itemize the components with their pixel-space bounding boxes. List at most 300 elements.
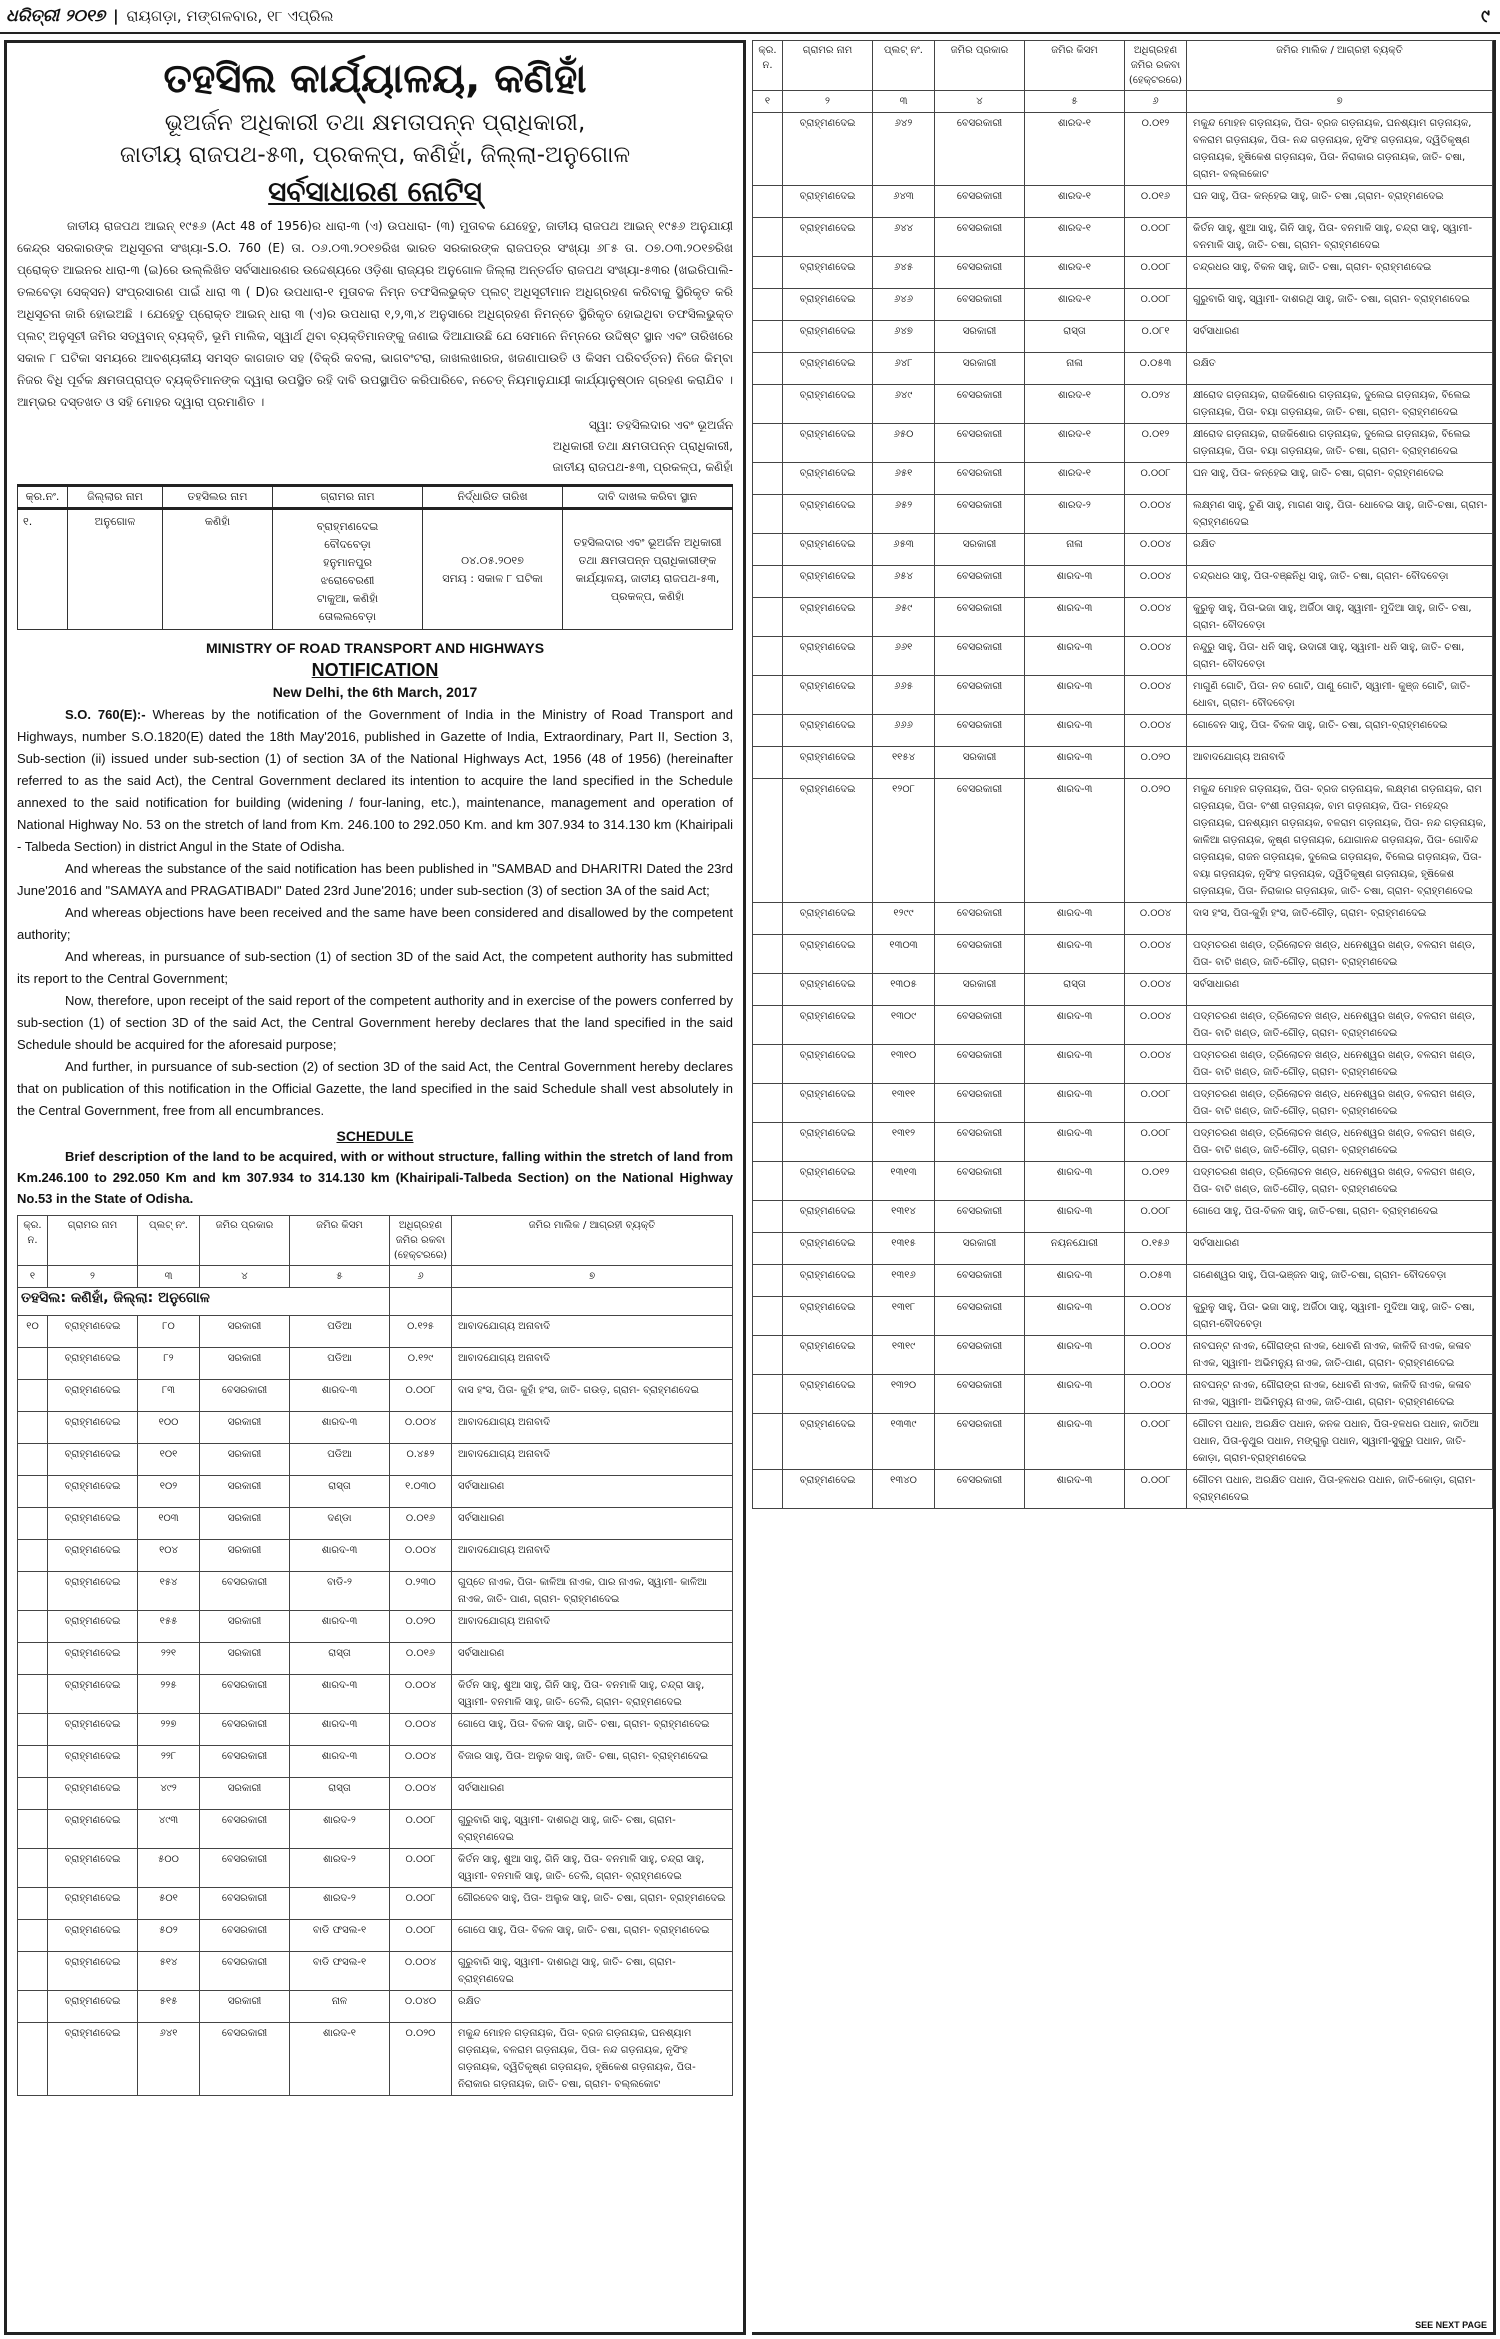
plot-number: ୧୦୨ <box>138 1476 200 1508</box>
land-class: ଶାରଦ-୩ <box>1025 1336 1125 1375</box>
serial: ୧୦ <box>18 1316 48 1348</box>
serial <box>753 637 783 676</box>
land-class: ଶାରଦ-୩ <box>1025 566 1125 598</box>
acquired-area: ୦.୦୦୪ <box>1125 1297 1187 1336</box>
land-type: ବେସରକାରୀ <box>935 186 1025 218</box>
table-row <box>18 1746 733 1778</box>
serial <box>753 257 783 289</box>
acquired-area: ୦.୦୨୦ <box>1125 779 1187 903</box>
land-type: ସରକାରୀ <box>200 1643 290 1675</box>
village-name: ବ୍ରାହ୍ମଣଦେଇ <box>48 1952 138 1991</box>
acquired-area: ୦.୦୦୪ <box>1125 1336 1187 1375</box>
village-name: ବ୍ରାହ୍ମଣଦେଇ <box>783 1045 873 1084</box>
village-name: ବ୍ରାହ୍ମଣଦେଇ <box>783 637 873 676</box>
village: ବ୍ରାହ୍ମଣଦେଇ <box>316 520 379 533</box>
acquired-area: ୦.୦୦୮ <box>390 1849 452 1888</box>
notification-heading: NOTIFICATION <box>311 660 439 680</box>
village-name: ବ୍ରାହ୍ମଣଦେଇ <box>48 1849 138 1888</box>
owner: ରକ୍ଷିତ <box>1187 534 1493 566</box>
column-number: ୧ <box>753 91 783 113</box>
land-type: ସରକାରୀ <box>935 353 1025 385</box>
village-name: ବ୍ରାହ୍ମଣଦେଇ <box>48 1920 138 1952</box>
land-type: ବେସରକାରୀ <box>935 1006 1025 1045</box>
acquired-area: ୦.୦୦୪ <box>390 1778 452 1810</box>
owner: ଆବାଦଯୋଗ୍ୟ ଅନାବାଦି <box>1187 747 1493 779</box>
owner: ଆବାଦଯୋଗ୍ୟ ଅନାବାଦି <box>452 1444 733 1476</box>
village-name: ବ୍ରାହ୍ମଣଦେଇ <box>783 353 873 385</box>
village-name: ବ୍ରାହ୍ମଣଦେଇ <box>48 1888 138 1920</box>
land-class: ଶାରଦ-୧ <box>1025 218 1125 257</box>
table-row <box>18 1643 733 1675</box>
village-name: ବ୍ରାହ୍ମଣଦେଇ <box>48 1476 138 1508</box>
schedule-heading: SCHEDULE <box>336 1128 414 1144</box>
village-name: ବ୍ରାହ୍ମଣଦେଇ <box>48 1380 138 1412</box>
acquired-area: ୦.୦୦୮ <box>1125 1414 1187 1470</box>
land-class: ନାଳା <box>1025 534 1125 566</box>
acquired-area: ୦.୦୦୪ <box>390 1675 452 1714</box>
land-type: ବେସରକାରୀ <box>935 779 1025 903</box>
header-row <box>18 1216 733 1266</box>
owner: କ୍ଷୀରୋଦ ଗଡ଼ନାୟକ, ରାଜକିଶୋର ଗଡ଼ନାୟକ, ଦୁଲେଇ ଗଡ଼ନାୟକ, ବିଲେଇ ଗଡ଼ନାୟକ, ପିତା- ବୟା ଗଡ଼ନାୟକ, ଜାତି- ଚଷା, ଗ୍ରାମ- ବ୍ରାହ୍ମଣଦେଇ <box>1187 385 1493 424</box>
table-row <box>18 1714 733 1746</box>
village-name: ବ୍ରାହ୍ମଣଦେଇ <box>783 1297 873 1336</box>
table-row <box>753 113 1493 186</box>
serial <box>18 1572 48 1611</box>
owner: ଗୁରୁବାରି ସାହୁ, ସ୍ୱାମୀ- ଦାଶରଥି ସାହୁ, ଜାତି- ଚଷା, ଗ୍ରାମ- ବ୍ରାହ୍ମଣଦେଇ <box>1187 289 1493 321</box>
col-header: ପ୍ଲଟ୍ ନଂ. <box>138 1216 200 1266</box>
village-name: ବ୍ରାହ୍ମଣଦେଇ <box>783 903 873 935</box>
village-name: ବ୍ରାହ୍ମଣଦେଇ <box>48 1316 138 1348</box>
table-row <box>753 566 1493 598</box>
plot-number: ୬୬୬ <box>873 715 935 747</box>
table-row <box>753 779 1493 903</box>
table-row <box>753 598 1493 637</box>
plot-number: ୧୫୫ <box>138 1611 200 1643</box>
ministry-name: MINISTRY OF ROAD TRANSPORT AND HIGHWAYS <box>205 640 545 656</box>
village-name: ବ୍ରାହ୍ମଣଦେଇ <box>48 1412 138 1444</box>
land-type: ସରକାରୀ <box>935 1233 1025 1265</box>
land-class: ପଡିଆ <box>290 1348 390 1380</box>
village-name: ବ୍ରାହ୍ମଣଦେଇ <box>48 1444 138 1476</box>
village-name: ବ୍ରାହ୍ମଣଦେଇ <box>783 424 873 463</box>
land-class: ଶାରଦ-୨ <box>290 1888 390 1920</box>
village-name: ବ୍ରାହ୍ମଣଦେଇ <box>783 676 873 715</box>
acquired-area: ୦.୦୨୦ <box>390 1611 452 1643</box>
table-row <box>18 1952 733 1991</box>
plot-number: ୬୫୧ <box>873 463 935 495</box>
divider: | <box>113 7 119 25</box>
masthead <box>0 0 1500 34</box>
land-type: ସରକାରୀ <box>935 534 1025 566</box>
owner: ପଦ୍ମଚରଣ ଖଣ୍ଡ, ତ୍ରିଲୋଚନ ଖଣ୍ଡ, ଧନେଶ୍ୱର ଖଣ୍ଡ, ବଳରାମ ଖଣ୍ଡ, ପିତା- ବାଟି ଖଣ୍ଡ, ଜାତି-ଗୌଡ଼, ଗ୍ରାମ- ବ୍ରାହ୍ମଣଦେଇ <box>1187 935 1493 974</box>
column-number: ୨ <box>48 1266 138 1288</box>
owner: ଦାସ ହଂସ, ପିତା-କୁହାଁ ହଂସ, ଜାତି-ଗୌଡ଼, ଗ୍ରାମ- ବ୍ରାହ୍ମଣଦେଇ <box>1187 903 1493 935</box>
land-type: ବେସରକାରୀ <box>935 1265 1025 1297</box>
land-class: ଶାରଦ-୩ <box>1025 1414 1125 1470</box>
table-row <box>753 186 1493 218</box>
col-header: କ୍ର.ନଂ. <box>18 486 68 509</box>
land-class: ଶାରଦ-୩ <box>1025 637 1125 676</box>
land-type: ବେସରକାରୀ <box>200 1849 290 1888</box>
empty-cell <box>452 1288 733 1316</box>
village-name: ବ୍ରାହ୍ମଣଦେଇ <box>783 598 873 637</box>
land-class: ଶାରଦ-୧ <box>290 2023 390 2096</box>
land-class: ଶାରଦ-୨ <box>290 1849 390 1888</box>
plot-number: ୧୦୦ <box>138 1412 200 1444</box>
plot-number: ୧୫୪ <box>138 1572 200 1611</box>
table-row <box>753 1414 1493 1470</box>
acquired-area: ୦.୦୦୮ <box>390 1888 452 1920</box>
plot-number: ୧୩୦୯ <box>873 1006 935 1045</box>
land-type: ବେସରକାରୀ <box>200 1952 290 1991</box>
plot-number: ୧୩୧୮ <box>873 1297 935 1336</box>
owner: କୁରୁଳୁ ସାହୁ, ପିତା-ଭଜା ସାହୁ, ଅର୍ଜିଠା ସାହୁ, ସ୍ୱାମୀ- ମୁଦିଆ ସାହୁ, ଜାତି- ଚଷା, ଗ୍ରାମ- ବୌଦବେଡ଼ା <box>1187 598 1493 637</box>
col-header: ଜମିର ପ୍ରକାର <box>200 1216 290 1266</box>
owner: ସର୍ବସାଧାରଣ <box>1187 1233 1493 1265</box>
village-name: ବ୍ରାହ୍ମଣଦେଇ <box>783 566 873 598</box>
table-row <box>753 1084 1493 1123</box>
village-name: ବ୍ରାହ୍ମଣଦେଇ <box>783 1162 873 1201</box>
acquired-area: ୦.୦୦୮ <box>390 1380 452 1412</box>
owner: ଚନ୍ଦ୍ରଧର ସାହୁ, ପିତା-ବଞ୍ଛନିଧି ସାହୁ, ଜାତି- ଚଷା, ଗ୍ରାମ- ବୌଦବେଡ଼ା <box>1187 566 1493 598</box>
district: ଅନୁଗୋଳ <box>68 509 163 630</box>
english-notification <box>17 704 733 1122</box>
serial <box>18 1348 48 1380</box>
plot-number: ୧୧୫୪ <box>873 747 935 779</box>
land-type: ବେସରକାରୀ <box>935 257 1025 289</box>
land-type: ସରକାରୀ <box>200 1508 290 1540</box>
right-column <box>752 40 1496 2335</box>
serial <box>18 1643 48 1675</box>
village-name: ବ୍ରାହ୍ମଣଦେଇ <box>783 1233 873 1265</box>
column-number: ୭ <box>1187 91 1493 113</box>
owner: ଘନ ସାହୁ, ପିତା- କନ୍ହେଇ ସାହୁ, ଜାତି- ଚଷା ,ଗ୍ରାମ- ବ୍ରାହ୍ମଣଦେଇ <box>1187 186 1493 218</box>
land-type: ବେସରକାରୀ <box>935 903 1025 935</box>
serial <box>753 598 783 637</box>
column-number: ୩ <box>873 91 935 113</box>
column-number-row <box>18 1266 733 1288</box>
land-class: ଶାରଦ-୧ <box>1025 424 1125 463</box>
table-row <box>753 385 1493 424</box>
plot-number: ୧୩୧୩ <box>873 1162 935 1201</box>
acquired-area: ୦.୦୦୪ <box>390 1952 452 1991</box>
owner: ଗଣେଶ୍ୱର ସାହୁ, ପିତା-ଭଞ୍ଜନ ସାହୁ, ଜାତି-ଚଷା, ଗ୍ରାମ- ବୌଦବେଡ଼ା <box>1187 1265 1493 1297</box>
plot-number: ୧୩୧୧ <box>873 1084 935 1123</box>
owner: ଗୋପେ ସାହୁ, ପିତା- ବିକଳ ସାହୁ, ଜାତି- ଚଷା, ଗ୍ରାମ- ବ୍ରାହ୍ମଣଦେଇ <box>452 1920 733 1952</box>
land-class: ଶାରଦ-୩ <box>1025 676 1125 715</box>
hearing-table <box>17 484 733 630</box>
village-name: ବ୍ରାହ୍ମଣଦେଇ <box>783 1201 873 1233</box>
owner: ଗୋପେ ସାହୁ, ପିତା- ବିକଳ ସାହୁ, ଜାତି- ଚଷା, ଗ୍ରାମ- ବ୍ରାହ୍ମଣଦେଇ <box>452 1714 733 1746</box>
village-name: ବ୍ରାହ୍ମଣଦେଇ <box>48 1810 138 1849</box>
owner: ଆବାଦଯୋଗ୍ୟ ଅନାବାଦି <box>452 1412 733 1444</box>
acquired-area: ୦.୦୦୪ <box>390 1746 452 1778</box>
land-type: ସରକାରୀ <box>200 1991 290 2023</box>
land-type: ବେସରକାରୀ <box>935 566 1025 598</box>
plot-number: ୧୩୧୫ <box>873 1233 935 1265</box>
owner: ଗୋବେନ ସାହୁ, ପିତା- ବିକଳ ସାହୁ, ଜାତି- ଚଷା, ଗ୍ରାମ-ବ୍ରାହ୍ମଣଦେଇ <box>1187 715 1493 747</box>
village-name: ବ୍ରାହ୍ମଣଦେଇ <box>783 715 873 747</box>
land-class: ରାସ୍ତା <box>290 1476 390 1508</box>
serial <box>18 1746 48 1778</box>
table-row <box>753 289 1493 321</box>
table-row <box>18 1675 733 1714</box>
land-class: ବାଡି ଫସଲ-୧ <box>290 1920 390 1952</box>
left-column <box>4 40 746 2335</box>
table-row <box>753 676 1493 715</box>
table-row <box>753 495 1493 534</box>
plot-number: ୬୪୭ <box>873 321 935 353</box>
plot-number: ୧୩୧୯ <box>873 1336 935 1375</box>
owner: ପଦ୍ମଚରଣ ଖଣ୍ଡ, ତ୍ରିଲୋଚନ ଖଣ୍ଡ, ଧନେଶ୍ୱର ଖଣ୍ଡ, ବଳରାମ ଖଣ୍ଡ, ପିତା- ବାଟି ଖଣ୍ଡ, ଜାତି-ଗୌଡ଼, ଗ୍ରାମ- ବ୍ରାହ୍ମଣଦେଇ <box>1187 1006 1493 1045</box>
land-class: ଶାରଦ-୩ <box>1025 598 1125 637</box>
serial <box>753 424 783 463</box>
owner: ଗୁପ୍ତେ ନାଏକ, ପିତା- କାଳିଆ ନାଏକ, ପାର ନାଏକ, ସ୍ୱାମୀ- କାଳିଆ ନାଏକ, ଜାତି- ପାଣ, ଗ୍ରାମ- ବ୍ରାହ୍ମଣଦେଇ <box>452 1572 733 1611</box>
table-row <box>753 1265 1493 1297</box>
land-type: ବେସରକାରୀ <box>935 715 1025 747</box>
column-number: ୬ <box>390 1266 452 1288</box>
village-name: ବ୍ରାହ୍ମଣଦେଇ <box>783 1414 873 1470</box>
table-row <box>753 935 1493 974</box>
land-class: ଶାରଦ-୩ <box>1025 935 1125 974</box>
owner: ଲକ୍ଷ୍ମଣ ସାହୁ, ଚୁଣି ସାହୁ, ମାଗଣ ସାହୁ, ପିତା- ଧୋବେଇ ସାହୁ, ଜାତି-ଚଷା, ଗ୍ରାମ-ବ୍ରାହ୍ମଣଦେଇ <box>1187 495 1493 534</box>
col-header: ଜମିର ମାଲିକ / ଆଗ୍ରହୀ ବ୍ୟକ୍ତି <box>1187 41 1493 91</box>
acquired-area: ୦.୦୦୮ <box>390 1920 452 1952</box>
owner: ପଦ୍ମଚରଣ ଖଣ୍ଡ, ତ୍ରିଲୋଚନ ଖଣ୍ଡ, ଧନେଶ୍ୱର ଖଣ୍ଡ, ବଳରାମ ଖଣ୍ଡ, ପିତା- ବାଟି ଖଣ୍ଡ, ଜାତି-ଗୌଡ଼, ଗ୍ରାମ- ବ୍ରାହ୍ମଣଦେଇ <box>1187 1162 1493 1201</box>
land-type: ସରକାରୀ <box>200 1444 290 1476</box>
acquired-area: ୦.୨୩୦ <box>390 1572 452 1611</box>
plot-number: ୬୪୯ <box>873 385 935 424</box>
serial <box>753 289 783 321</box>
plot-number: ୧୦୧ <box>138 1444 200 1476</box>
serial <box>753 1045 783 1084</box>
acquired-area: ୦.୦୦୪ <box>1125 676 1187 715</box>
owner: ଗୌତମ ପଧାନ, ଅରକ୍ଷିତ ପଧାନ, ପିତା-ହଳଧର ପଧାନ, ଜାତି-କୋଡ଼ା, ଗ୍ରାମ-ବ୍ରାହ୍ମଣଦେଇ <box>1187 1470 1493 1509</box>
plot-number: ୧୦୪ <box>138 1540 200 1572</box>
owner: ମକୁନ୍ଦ ମୋହନ ଗଡ଼ନାୟକ, ପିତା- ବ୍ରଜ ଗଡ଼ନାୟକ, ଲକ୍ଷ୍ମଣ ଗଡ଼ନାୟକ, ରାମ ଗଡ଼ନାୟକ, ପିତା- ବଂଶୀ ଗଡ଼ନାୟକ, ବାମ ଗଡ଼ନାୟକ, ପିତା- ମହେନ୍ଦ୍ର ଗଡ଼ନାୟକ, ଘନଶ୍ୟାମ ଗଡ଼ନାୟକ, ବଳରାମ ଗଡ଼ନାୟକ, ପିତା- ନନ୍ଦ ଗଡ଼ନାୟକ, କାଳିଆ ଗଡ଼ନାୟକ, କୃଷ୍ଣ ଗଡ଼ନାୟକ, ଯୋଗାନନ୍ଦ ଗଡ଼ନାୟକ, ପିତା- ଗୋବିନ୍ଦ ଗଡ଼ନାୟକ, ରାଜନ ଗଡ଼ନାୟକ, ଦୁଲେଇ ଗଡ଼ନାୟକ, ବିଲେଇ ଗଡ଼ନାୟକ, ପିତା- ବୟା ଗଡ଼ନାୟକ, ନୃସିଂହ ଗଡ଼ନାୟକ, ଦ୍ୱିତିକୃଷ୍ଣ ଗଡ଼ନାୟକ, ହୃଷିକେଶ ଗଡ଼ନାୟକ, ପିତା- ନିରାକାର ଗଡ଼ନାୟକ, ଜାତି- ଚଷା, ଗ୍ରାମ- ବ୍ରାହ୍ମଣଦେଇ <box>1187 779 1493 903</box>
plot-number: ୬୫୨ <box>873 495 935 534</box>
plot-number: ୫୦୨ <box>138 1920 200 1952</box>
header-row <box>753 41 1493 91</box>
village-name: ବ୍ରାହ୍ମଣଦେଇ <box>48 2023 138 2096</box>
column-number: ୬ <box>1125 91 1187 113</box>
page-number: ୯ <box>1481 5 1490 27</box>
so-number: S.O. 760(E):- <box>65 707 146 722</box>
village: ଟାକୁଆ, କଣିହାଁ <box>316 592 379 605</box>
plot-number: ୧୩୧୨ <box>873 1123 935 1162</box>
land-type: ବେସରକାରୀ <box>935 598 1025 637</box>
plot-number: ୬୫୦ <box>873 424 935 463</box>
hearing-date <box>423 509 563 630</box>
table-row <box>753 1297 1493 1336</box>
section-row <box>18 1288 733 1316</box>
land-type: ସରକାରୀ <box>200 1316 290 1348</box>
village-name: ବ୍ରାହ୍ମଣଦେଇ <box>783 385 873 424</box>
col-header: ଅଧିଗ୍ରହଣ ଜମିର ରକବା (ହେକ୍ଟରରେ) <box>1125 41 1187 91</box>
col-header: ଜମିର କିସମ <box>1025 41 1125 91</box>
village: ହନୁମାନପୁର <box>323 556 372 569</box>
serial <box>18 1952 48 1991</box>
village-name: ବ୍ରାହ୍ମଣଦେଇ <box>48 1611 138 1643</box>
tahasil: କଣିହାଁ <box>163 509 273 630</box>
acquired-area: ୦.୦୨୦ <box>1125 747 1187 779</box>
village-name: ବ୍ରାହ୍ମଣଦେଇ <box>783 495 873 534</box>
land-type: ବେସରକାରୀ <box>200 1810 290 1849</box>
land-type: ସରକାରୀ <box>200 1476 290 1508</box>
section-label: ତହସିଲ: କଣିହାଁ, ଜିଲ୍ଲା: ଅନୁଗୋଳ <box>18 1288 390 1316</box>
plot-number: ୧୩୪୦ <box>873 1470 935 1509</box>
serial <box>18 1920 48 1952</box>
owner: ଆବାଦଯୋଗ୍ୟ ଅନାବାଦି <box>452 1611 733 1643</box>
plot-number: ୬୫୪ <box>873 566 935 598</box>
owner: ସର୍ବସାଧାରଣ <box>1187 974 1493 1006</box>
village-name: ବ୍ରାହ୍ମଣଦେଇ <box>783 463 873 495</box>
col-header: ଜମିର କିସମ <box>290 1216 390 1266</box>
land-type: ସରକାରୀ <box>200 1611 290 1643</box>
acquired-area: ୦.୦୦୮ <box>1125 218 1187 257</box>
village: ବୌଦବେଡ଼ା <box>324 538 371 551</box>
acquired-area: ୦.୦୦୪ <box>390 1540 452 1572</box>
plot-number: ୬୪୪ <box>873 218 935 257</box>
land-type: ବେସରକାରୀ <box>200 1380 290 1412</box>
signature-block <box>17 415 733 478</box>
acquired-area: ୦.୦୦୪ <box>1125 1006 1187 1045</box>
serial <box>753 903 783 935</box>
paragraph-text: Whereas by the notification of the Government of India in the Ministry of Road Transport and Highways, number S.O.1820(E) dated the 18th May'2016, published in Gazette of India, Extraordinary, Part II, Section 3, Sub-section (ii) issued under sub-section (1) of section 3A of the National Highways Act, 1956 (48 of 1956) (hereinafter referred to as the said Act), the Central Government declared its intention to acquire the land specified in the Schedule annexed to the said notification for building (widening / four-laning, etc.), maintenance, management and operation of National Highway No. 53 on the stretch of land from Km. 246.100 to 292.050 Km. and km 307.934 to 314.130 km (Khairipali - Talbeda Section) in district Angul in the State of Odisha. <box>17 707 733 854</box>
owner: ଗୁରୁବାରି ସାହୁ, ସ୍ୱାମୀ- ଦାଶରଥି ସାହୁ, ଜାତି- ଚଷା, ଗ୍ରାମ- ବ୍ରାହ୍ମଣଦେଇ <box>452 1810 733 1849</box>
land-type: ବେସରକାରୀ <box>935 1201 1025 1233</box>
village-name: ବ୍ରାହ୍ମଣଦେଇ <box>783 1084 873 1123</box>
acquired-area: ୦.୦୦୪ <box>1125 534 1187 566</box>
column-number: ୪ <box>200 1266 290 1288</box>
serial <box>18 1991 48 2023</box>
land-class: ବାଡି ଫସଲ-୧ <box>290 1952 390 1991</box>
owner: ମକୁନ୍ଦ ମୋହନ ଗଡ଼ନାୟକ, ପିତା- ବ୍ରଜ ଗଡ଼ନାୟକ, ଘନଶ୍ୟାମ ଗଡ଼ନାୟକ, ବଳରାମ ଗଡ଼ନାୟକ, ପିତା- ନନ୍ଦ ଗଡ଼ନାୟକ, ନୃସିଂହ ଗଡ଼ନାୟକ, ଦ୍ୱିତିକୃଷ୍ଣ ଗଡ଼ନାୟକ, ହୃଷିକେଶ ଗଡ଼ନାୟକ, ପିତା- ନିରାକାର ଗଡ଼ନାୟକ, ଜାତି- ଚଷା, ଗ୍ରାମ- ବଲ୍ଲକୋଟ <box>452 2023 733 2096</box>
land-class: ରାସ୍ତା <box>1025 321 1125 353</box>
village-name: ବ୍ରାହ୍ମଣଦେଇ <box>783 113 873 186</box>
village-name: ବ୍ରାହ୍ମଣଦେଇ <box>783 1375 873 1414</box>
village-name: ବ୍ରାହ୍ମଣଦେଇ <box>48 1508 138 1540</box>
land-type: ବେସରକାରୀ <box>200 1572 290 1611</box>
plot-number: ୧୩୧୬ <box>873 1265 935 1297</box>
acquired-area: ୦.୦୦୪ <box>390 1412 452 1444</box>
plot-number: ୨୨୭ <box>138 1714 200 1746</box>
serial <box>753 1084 783 1123</box>
serial <box>753 1375 783 1414</box>
see-next-page: SEE NEXT PAGE <box>1415 2320 1487 2330</box>
village-name: ବ୍ରାହ୍ମଣଦେଇ <box>783 1470 873 1509</box>
notice-title: ତହସିଲ କାର୍ଯ୍ୟାଳୟ, କଣିହାଁ <box>163 56 587 102</box>
land-type: ବେସରକାରୀ <box>935 935 1025 974</box>
land-class: ଶାରଦ-୧ <box>1025 289 1125 321</box>
table-row <box>18 1572 733 1611</box>
serial <box>753 113 783 186</box>
owner: ମକୁନ୍ଦ ମୋହନ ଗଡ଼ନାୟକ, ପିତା- ବ୍ରଜ ଗଡ଼ନାୟକ, ଘନଶ୍ୟାମ ଗଡ଼ନାୟକ, ବଳରାମ ଗଡ଼ନାୟକ, ପିତା- ନନ୍ଦ ଗଡ଼ନାୟକ, ନୃସିଂହ ଗଡ଼ନାୟକ, ଦ୍ୱିତିକୃଷ୍ଣ ଗଡ଼ନାୟକ, ହୃଷିକେଶ ଗଡ଼ନାୟକ, ପିତା- ନିରାକାର ଗଡ଼ନାୟକ, ଜାତି- ଚଷା, ଗ୍ରାମ- ବଲ୍ଲକୋଟ <box>1187 113 1493 186</box>
col-header: ଦାବି ଦାଖଲ କରିବା ସ୍ଥାନ <box>563 486 733 509</box>
land-type: ସରକାରୀ <box>200 1778 290 1810</box>
acquired-area: ୦.୦୦୪ <box>1125 1375 1187 1414</box>
serial <box>753 779 783 903</box>
table-row <box>18 1540 733 1572</box>
village-name: ବ୍ରାହ୍ମଣଦେଇ <box>48 1746 138 1778</box>
village-name: ବ୍ରାହ୍ମଣଦେଇ <box>783 1006 873 1045</box>
col-header: ଜମିର ପ୍ରକାର <box>935 41 1025 91</box>
land-class: ଶାରଦ-୩ <box>1025 1045 1125 1084</box>
acquired-area: ୦.୪୫୨ <box>390 1444 452 1476</box>
land-class: ଶାରଦ-୩ <box>1025 1123 1125 1162</box>
acquired-area: ୦.୦୫୩ <box>1125 353 1187 385</box>
serial <box>753 1201 783 1233</box>
acquired-area: ୦.୦୦୮ <box>1125 289 1187 321</box>
village-name: ବ୍ରାହ୍ମଣଦେଇ <box>48 1643 138 1675</box>
col-header: ଗ୍ରାମର ନାମ <box>48 1216 138 1266</box>
land-class: ନାଳ <box>290 1991 390 2023</box>
land-class: ଶାରଦ-୧ <box>1025 463 1125 495</box>
owner: ରକ୍ଷିତ <box>1187 353 1493 385</box>
plot-number: ୬୪୩ <box>873 186 935 218</box>
village-name: ବ୍ରାହ୍ମଣଦେଇ <box>48 1572 138 1611</box>
acquired-area: ୦.୦୦୪ <box>390 1714 452 1746</box>
acquired-area: ୦.୦୦୮ <box>390 1810 452 1849</box>
plot-number: ୬୪୧ <box>138 2023 200 2096</box>
notice-subtitle-2: ଜାତୀୟ ରାଜପଥ-୫୩, ପ୍ରକଳ୍ପ, କଣିହାଁ, ଜିଲ୍ଲା-ଅନୁଗୋଳ <box>119 142 631 168</box>
owner: ମାଗୁଣି ଗୋଟି, ପିତା- ନବ ଗୋଟି, ପାଣୁ ଗୋଟି, ସ୍ୱାମୀ- କୁଞ୍ଜ ଗୋଟି, ଜାତି- ଧୋବା, ଗ୍ରାମ- ବୌଦବେଡ଼ା <box>1187 676 1493 715</box>
plot-number: ୧୨୦୮ <box>873 779 935 903</box>
land-class: ଶାରଦ-୩ <box>1025 903 1125 935</box>
serial <box>18 1508 48 1540</box>
table-row <box>753 747 1493 779</box>
land-class: ଶାରଦ-୩ <box>290 1714 390 1746</box>
village-name: ବ୍ରାହ୍ମଣଦେଇ <box>783 1265 873 1297</box>
plot-number: ୫୧୪ <box>138 1952 200 1991</box>
table-row <box>753 1006 1493 1045</box>
paragraph: Now, therefore, upon receipt of the said report of the competent authority and in exercise of the powers conferred by sub-section (1) of section 3D of the said Act, the Central Government hereby declares that the land specified in the said Schedule should be acquired for the aforesaid purpose; <box>17 993 733 1052</box>
land-type: ବେସରକାରୀ <box>935 1336 1025 1375</box>
land-type: ବେସରକାରୀ <box>935 676 1025 715</box>
table-row <box>753 1233 1493 1265</box>
plot-number: ୫୧୫ <box>138 1991 200 2023</box>
serial <box>753 321 783 353</box>
column-number: ୪ <box>935 91 1025 113</box>
plot-number: ୬୪୬ <box>873 289 935 321</box>
village-name: ବ୍ରାହ୍ମଣଦେଇ <box>783 218 873 257</box>
acquired-area: ୦.୦୨୪ <box>1125 385 1187 424</box>
land-class: ଶାରଦ-୩ <box>1025 1297 1125 1336</box>
serial <box>18 1444 48 1476</box>
land-type: ବେସରକାରୀ <box>935 637 1025 676</box>
land-class: ଶାରଦ-୧ <box>1025 186 1125 218</box>
table-row <box>18 1810 733 1849</box>
table-row <box>753 1375 1493 1414</box>
serial <box>753 1265 783 1297</box>
owner: ପଦ୍ମଚରଣ ଖଣ୍ଡ, ତ୍ରିଲୋଚନ ଖଣ୍ଡ, ଧନେଶ୍ୱର ଖଣ୍ଡ, ବଳରାମ ଖଣ୍ଡ, ପିତା- ବାଟି ଖଣ୍ଡ, ଜାତି-ଗୌଡ଼, ଗ୍ରାମ- ବ୍ରାହ୍ମଣଦେଇ <box>1187 1084 1493 1123</box>
table-row <box>18 1991 733 2023</box>
table-row <box>753 353 1493 385</box>
plot-number: ୧୩୧୦ <box>873 1045 935 1084</box>
plot-number: ୫୦୦ <box>138 1849 200 1888</box>
serial <box>753 747 783 779</box>
col-header: ଗ୍ରାମର ନାମ <box>273 486 423 509</box>
col-header: ଜିଲ୍ଲାର ନାମ <box>68 486 163 509</box>
land-type: ସରକାରୀ <box>935 747 1025 779</box>
land-class: ଦଣ୍ଡା <box>290 1508 390 1540</box>
serial <box>753 1123 783 1162</box>
land-type: ସରକାରୀ <box>200 1540 290 1572</box>
col-header: ପ୍ଲଟ୍ ନଂ. <box>873 41 935 91</box>
table-row <box>18 1316 733 1348</box>
table-row <box>753 974 1493 1006</box>
empty-cell <box>390 1288 452 1316</box>
